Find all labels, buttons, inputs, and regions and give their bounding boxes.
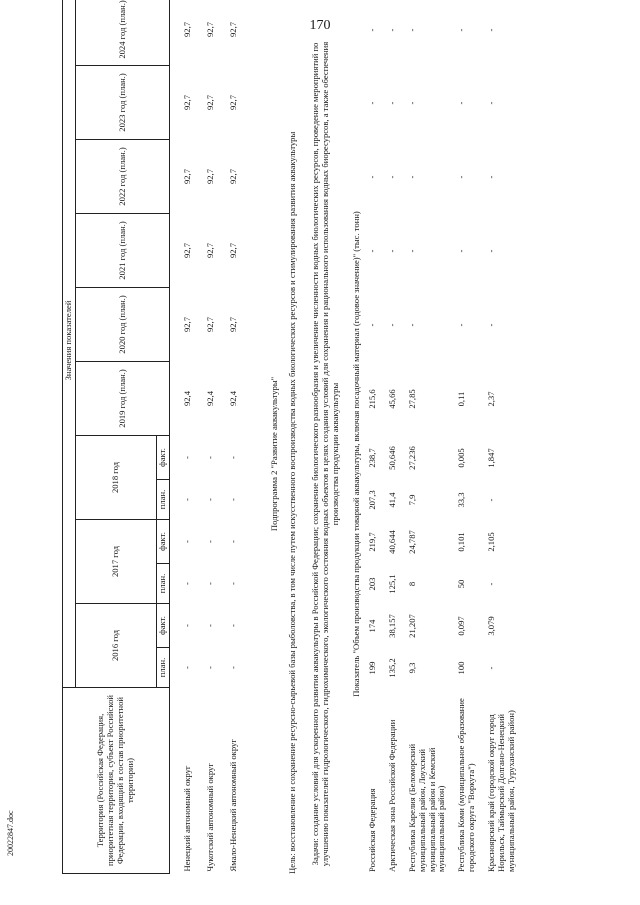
table-cell: - — [204, 456, 215, 459]
table-cell: 27,236 — [406, 446, 417, 470]
table-cell: - — [182, 498, 192, 501]
table-cell: 207,3 — [367, 490, 377, 510]
table-cell: 8 — [406, 581, 417, 587]
year-2016-header: 2016 год — [75, 604, 156, 688]
table-cell: 50 — [456, 579, 467, 589]
goal-text: Цель: восстановление и сохранение ресурсно-сырьевой базы рыболовства, в том числе путем искусственного воспроизводства водных биологических ресурсов и стимулирования развития аквакультуры — [287, 131, 297, 874]
table-cell: - — [386, 175, 397, 179]
table-cell: 1,847 — [486, 448, 496, 468]
table-cell: 21,207 — [406, 614, 417, 638]
table-cell: - — [486, 666, 496, 670]
territory-name: Республика Коми (муниципальное образование городского округа "Воркута") — [456, 698, 477, 872]
table-cell: - — [367, 323, 377, 327]
table-cell: 92,7 — [182, 242, 192, 259]
table-cell: - — [204, 624, 215, 627]
territory-name: Республика Карелия (Беломорский муниципальный район, Лоухский муниципальный район и Кемский муниципальный район) — [406, 743, 447, 872]
table-cell: 92,4 — [182, 390, 192, 407]
table-cell: 92,7 — [182, 168, 192, 185]
table-cell: - — [182, 666, 192, 669]
fact-2017-header: факт. — [157, 520, 170, 564]
territory-name: Российская Федерация — [367, 788, 377, 872]
year-2018-header: 2018 год — [75, 436, 156, 520]
table-cell: 92,7 — [204, 168, 215, 185]
table-cell: 2,105 — [486, 532, 496, 552]
table-row — [170, 0, 193, 874]
table-cell: 92,7 — [204, 94, 215, 111]
table-cell: 0,11 — [456, 391, 467, 407]
table-cell: - — [456, 101, 467, 105]
table-cell: 50,646 — [386, 446, 397, 470]
table-cell: 92,7 — [182, 94, 192, 111]
table-cell: 9,3 — [406, 662, 417, 674]
table-cell: - — [486, 498, 496, 502]
table-row — [388, 0, 408, 874]
table-cell: - — [386, 323, 397, 327]
table-cell: - — [406, 249, 417, 253]
fact-2018-header: факт. — [157, 436, 170, 480]
table-cell: - — [182, 540, 192, 543]
table-cell: - — [406, 323, 417, 327]
plan-2016-header: план. — [157, 648, 170, 688]
table-cell: - — [367, 175, 377, 179]
table-cell: 92,7 — [204, 316, 215, 333]
table-cell: - — [486, 582, 496, 586]
indicator-title: Показатель "Объем производства продукции товарной аквакультуры, включая посадочный материал (годовое значение)" (тыс. тонн) — [351, 211, 361, 697]
table-cell: 92,4 — [204, 390, 215, 407]
values-header: Значения показателей — [63, 0, 76, 688]
table-cell: - — [204, 582, 215, 585]
table-cell: 92,7 — [204, 21, 215, 37]
table-row — [487, 0, 527, 874]
table-cell: - — [227, 540, 238, 543]
table-cell: - — [227, 624, 238, 627]
table-cell: - — [406, 101, 417, 105]
table-cell: - — [204, 540, 215, 543]
year-2024-header: 2024 год (план.) — [75, 0, 169, 66]
table-cell: 92,7 — [182, 316, 192, 333]
table-cell: 125,1 — [386, 574, 397, 594]
table-cell: 0,097 — [456, 616, 467, 636]
table-cell: - — [486, 28, 496, 32]
table-cell: - — [227, 498, 238, 501]
table-cell: - — [456, 28, 467, 32]
table-cell: 92,7 — [204, 242, 215, 259]
tasks-text: Задачи: создание условий для ускоренного развития аквакультуры в Российской Федерации; сохранение биологического разнообразия и увеличение численности водных биологических ресурсов, проведение мероприятий по улучшению показателей гидрологического, гидрохимического, экологического состояния водных объектов в целях создания условий для сохранения и рационального использования водных биоресурсов, а также обеспечения производства продукции аквакультуры — [310, 41, 340, 867]
table-cell: - — [456, 175, 467, 179]
year-2020-header: 2020 год (план.) — [75, 288, 169, 362]
table-cell: 41,4 — [386, 492, 397, 508]
table-cell: 7,9 — [406, 494, 417, 506]
table-cell: - — [204, 498, 215, 501]
territory-header: Территория (Российская Федерация, приоритетная территория, субъект Российской Федерации, входящий в состав приоритетной территории) — [63, 688, 170, 874]
table-cell: - — [406, 175, 417, 179]
table-cell: - — [367, 101, 377, 105]
table-cell: 38,157 — [386, 614, 397, 638]
table-cell: 92,7 — [182, 21, 192, 37]
table-row — [408, 0, 458, 874]
table-cell: - — [367, 249, 377, 253]
table-cell: 0,005 — [456, 448, 467, 468]
aquaculture-table — [368, 0, 527, 874]
territory-name: Ненецкий автономный округ — [182, 765, 192, 872]
table-cell: - — [386, 101, 397, 105]
table-cell: - — [182, 624, 192, 627]
fact-2016-header: факт. — [157, 604, 170, 648]
table-row — [216, 0, 239, 874]
table-cell: 24,787 — [406, 530, 417, 554]
year-2023-header: 2023 год (план.) — [75, 66, 169, 140]
table-cell: 92,7 — [227, 94, 238, 111]
table-cell: - — [456, 249, 467, 253]
table-cell: - — [182, 582, 192, 585]
table-cell: - — [486, 175, 496, 179]
table-cell: 135,2 — [386, 658, 397, 678]
year-2019-header: 2019 год (план.) — [75, 362, 169, 436]
table-cell: 219,7 — [367, 532, 377, 552]
territory-name: Чукотский автономный округ — [204, 763, 215, 872]
table-cell: - — [227, 582, 238, 585]
table-cell: - — [456, 323, 467, 327]
table-cell: 92,7 — [227, 242, 238, 259]
table-cell: - — [486, 101, 496, 105]
table-cell: 203 — [367, 577, 377, 591]
table-cell: - — [386, 249, 397, 253]
table-cell: - — [486, 323, 496, 327]
table-cell: 92,7 — [227, 168, 238, 185]
table-cell: 0,101 — [456, 532, 467, 552]
territory-name: Красноярский край (городской округ город Норильск, Таймырский Долгано-Ненецкий муниципальный район, Туруханский район) — [486, 710, 516, 872]
table-cell: 2,37 — [486, 391, 496, 407]
table-cell: 92,7 — [227, 21, 238, 37]
territory-name: Арктическая зона Российской Федерации — [386, 719, 397, 872]
page-number: 170 — [309, 18, 331, 33]
year-2022-header: 2022 год (план.) — [75, 140, 169, 214]
table-cell: 92,7 — [227, 316, 238, 333]
table-cell: - — [227, 456, 238, 459]
footer-doc-name: 20022847.doc — [6, 810, 15, 856]
table-cell: 100 — [456, 661, 467, 675]
table-cell: 92,4 — [227, 390, 238, 407]
table-cell: - — [386, 28, 397, 32]
table-row — [457, 0, 487, 874]
subprogram-title: Подпрограмма 2 "Развитие аквакультуры" — [269, 376, 279, 532]
table-cell: 174 — [367, 619, 377, 633]
table-cell: - — [367, 28, 377, 32]
table-cell: 3,079 — [486, 616, 496, 636]
table-cell: 40,644 — [386, 530, 397, 554]
table-row — [193, 0, 216, 874]
indicator-table — [62, 0, 239, 874]
table-cell: 238,7 — [367, 448, 377, 468]
table-row — [368, 0, 388, 874]
year-2017-header: 2017 год — [75, 520, 156, 604]
plan-2018-header: план. — [157, 480, 170, 520]
table-cell: 27,85 — [406, 389, 417, 409]
table-cell: 33,3 — [456, 492, 467, 508]
table-cell: - — [182, 456, 192, 459]
table-cell: - — [227, 666, 238, 669]
territory-name: Ямало-Ненецкий автономный округ — [227, 739, 238, 872]
plan-2017-header: план. — [157, 564, 170, 604]
table-cell: 199 — [367, 661, 377, 675]
table-cell: - — [204, 666, 215, 669]
table-cell: 45,66 — [386, 389, 397, 409]
table-cell: - — [406, 28, 417, 32]
year-2021-header: 2021 год (план.) — [75, 214, 169, 288]
table-cell: - — [486, 249, 496, 253]
table-cell: 215,6 — [367, 389, 377, 409]
